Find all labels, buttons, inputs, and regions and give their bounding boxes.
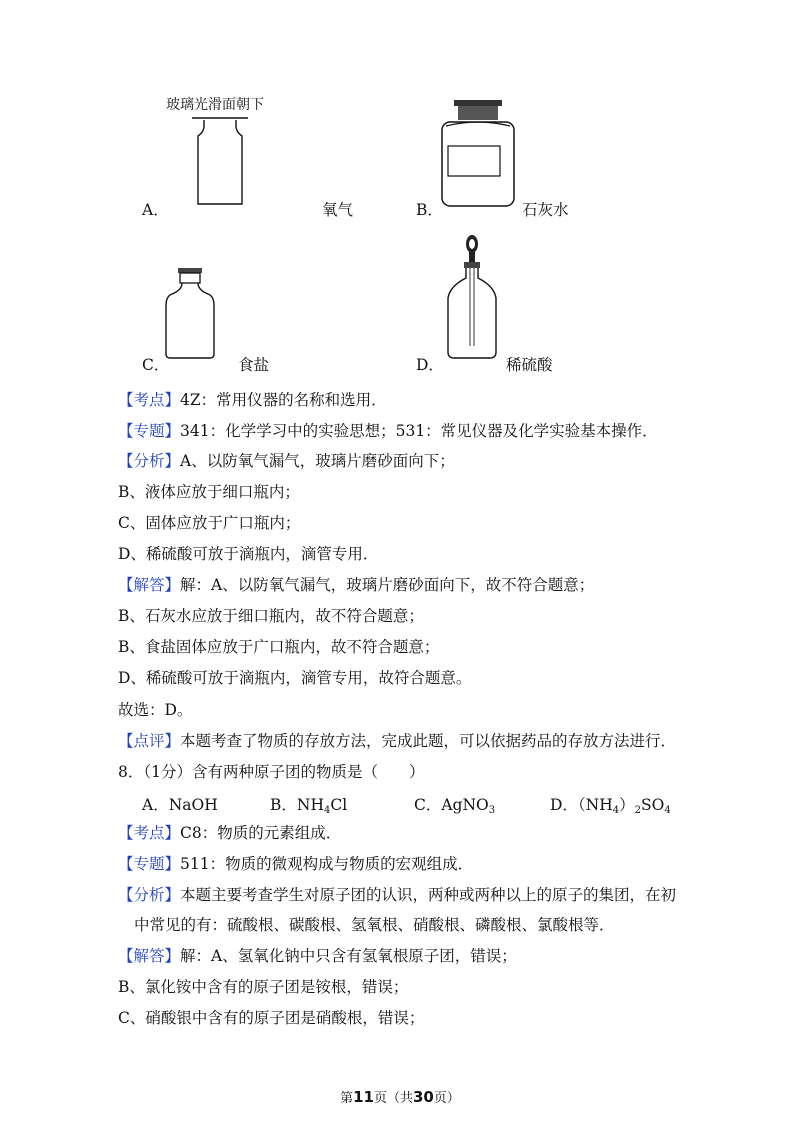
option-d-name: 稀硫酸: [506, 356, 553, 374]
q8-jieda: [118, 946, 517, 966]
q8-jieda-line2: B、氯化铵中含有的原子团是铵根，错误；: [118, 978, 409, 996]
q7-answer: 故选：D。: [118, 701, 193, 719]
q8-fenxi-line2: 中常见的有：硫酸根、碳酸根、氢氧根、硝酸根、磷酸根、氯酸根等．: [134, 916, 615, 934]
q7-fenxi-line4: D、稀硫酸可放于滴瓶内，滴管专用．: [118, 545, 379, 563]
q8-fenxi: [118, 885, 676, 905]
q8-option-b: B．$NH_4Cl$: [270, 796, 348, 816]
q8-zhuanti-text: 511：物质的微观构成与物质的宏观组成．: [180, 855, 474, 873]
current-page-number: 11: [353, 1088, 374, 1106]
option-b-letter: B．: [416, 201, 443, 219]
q8-option-d: D．$(NH_4)_2SO_4$: [550, 796, 671, 816]
q7-zhuanti-text: 341：化学学习中的实验思想；531：常见仪器及化学实验基本操作．: [180, 422, 658, 440]
q8-zhuanti: [118, 854, 473, 874]
option-a-letter: A．: [142, 201, 169, 219]
q7-fenxi: [118, 451, 455, 471]
q8-kaodian: [118, 823, 341, 843]
option-d-letter: D．: [416, 356, 444, 374]
option-c-letter: C．: [142, 356, 170, 374]
reagent-bottle-b-icon: [438, 98, 518, 208]
q7-fenxi-tag: 【分析】: [118, 452, 181, 470]
q7-fenxi-line1: A、以防氧气漏气，玻璃片磨砂面向下；: [180, 452, 455, 470]
q8-fenxi-tag: 【分析】: [118, 886, 181, 904]
q7-dianping-tag: 【点评】: [118, 732, 181, 750]
option-a-name: 氧气: [322, 201, 354, 219]
q7-zhuanti-tag: 【专题】: [118, 422, 181, 440]
option-b-name: 石灰水: [522, 201, 569, 219]
q7-jieda-tag: 【解答】: [118, 576, 181, 594]
q8-option-c: C．AgNO$_3$: [414, 796, 496, 816]
q8-jieda-line1: 解：A、氢氧化钠中只含有氢氧根原子团，错误；: [180, 947, 517, 965]
q8-jieda-line3: C、硝酸银中含有的原子团是硝酸根，错误；: [118, 1009, 425, 1027]
q7-jieda-line3: B、食盐固体应放于广口瓶内，故不符合题意；: [118, 638, 440, 656]
q7-jieda: [118, 575, 594, 595]
q8-stem: 8．（1分）含有两种原子团的物质是（ ）: [118, 763, 425, 781]
total-page-number: 30: [413, 1088, 434, 1106]
q8-option-a: A．NaOH: [142, 796, 218, 814]
page-footer: 第11页（共30页）: [340, 1088, 460, 1106]
q7-kaodian-text: 4Z：常用仪器的名称和选用．: [180, 391, 387, 409]
q7-fenxi-line2: B、液体应放于细口瓶内；: [118, 483, 300, 501]
q8-jieda-tag: 【解答】: [118, 947, 181, 965]
q7-jieda-line2: B、石灰水应放于细口瓶内，故不符合题意；: [118, 607, 424, 625]
q8-kaodian-tag: 【考点】: [118, 824, 181, 842]
q7-dianping: [118, 731, 676, 751]
option-c-name: 食盐: [238, 356, 270, 374]
q8-kaodian-text: C8：物质的元素组成．: [180, 824, 342, 842]
figure-a-caption: 玻璃光滑面朝下: [166, 97, 264, 113]
q7-fenxi-line3: C、固体应放于广口瓶内；: [118, 514, 301, 532]
q7-zhuanti: [118, 421, 658, 441]
q7-jieda-line1: 解：A、以防氧气漏气，玻璃片磨砂面向下，故不符合题意；: [180, 576, 595, 594]
q7-kaodian: [118, 390, 387, 410]
q7-dianping-text: 本题考查了物质的存放方法，完成此题，可以依据药品的存放方法进行．: [180, 732, 677, 750]
q8-zhuanti-tag: 【专题】: [118, 855, 181, 873]
q7-kaodian-tag: 【考点】: [118, 391, 181, 409]
dropper-bottle-d-icon: [440, 234, 504, 360]
gas-jar-a-icon: [190, 116, 250, 206]
reagent-bottle-c-icon: [160, 266, 220, 360]
q8-fenxi-line1: 本题主要考查学生对原子团的认识，两种或两种以上的原子的集团，在初: [180, 886, 677, 904]
q7-jieda-line4: D、稀硫酸可放于滴瓶内，滴管专用，故符合题意。: [118, 669, 472, 687]
